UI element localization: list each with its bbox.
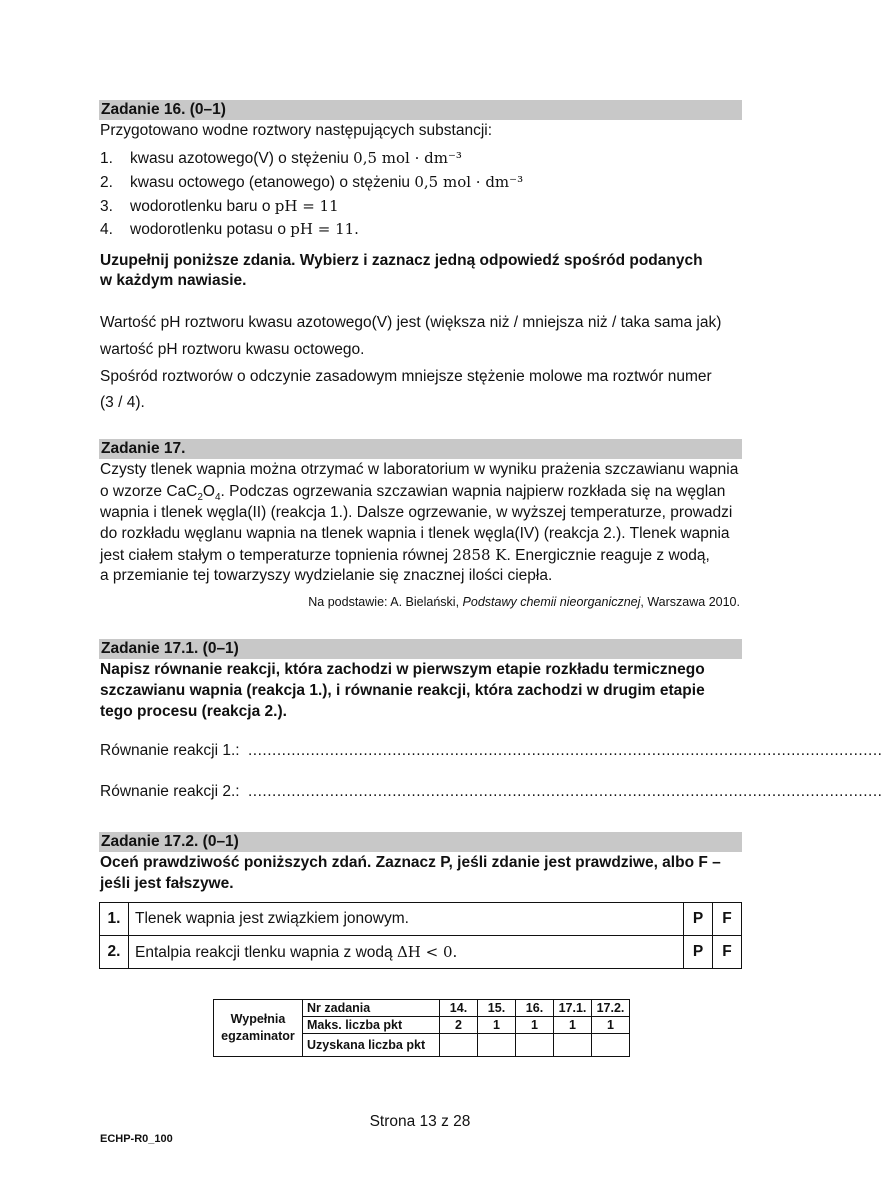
task-17-text: wapnia i tlenek węgla(II) (reakcja 1.). Dalsze ogrzewanie, w wyższej temperaturze, prowadzi bbox=[100, 504, 733, 521]
task-17-text: a przemianie tej towarzyszy wydzielanie się znacznej ilości ciepła. bbox=[100, 567, 553, 584]
list-math: 0,5 mol · dm⁻³ bbox=[414, 173, 524, 191]
task-17-header: Zadanie 17. bbox=[99, 439, 742, 459]
sentence-1-cont: wartość pH roztworu kwasu octowego. bbox=[100, 341, 365, 358]
examiner-cell bbox=[214, 1000, 303, 1057]
statement bbox=[129, 936, 684, 969]
list-text: kwasu octowego (etanowego) o stężeniu bbox=[130, 174, 415, 191]
sentence-2: Spośród roztworów o odczynie zasadowym mniejsze stężenie molowe ma roztwór numer bbox=[100, 368, 712, 385]
task-17-text bbox=[100, 545, 710, 566]
temperature-value: 2858 K bbox=[452, 546, 507, 564]
list-text: wodorotlenku baru o bbox=[130, 198, 275, 215]
list-item bbox=[100, 172, 523, 193]
obtained-points[interactable] bbox=[554, 1034, 592, 1057]
list-text: wodorotlenku potasu o bbox=[130, 221, 291, 238]
obtained-points[interactable] bbox=[592, 1034, 630, 1057]
task-17-2-header: Zadanie 17.2. (0–1) bbox=[99, 832, 742, 852]
examiner-label: Wypełnia bbox=[230, 1012, 286, 1026]
row-label: Maks. liczba pkt bbox=[303, 1017, 440, 1034]
task-17-text: Czysty tlenek wapnia można otrzymać w laboratorium w wyniku prażenia szczawianu wapnia bbox=[100, 461, 739, 478]
list-item bbox=[100, 219, 359, 240]
task-16-intro: Przygotowano wodne roztwory następujących substancji: bbox=[100, 122, 493, 139]
table-row bbox=[100, 936, 742, 969]
examiner-label: egzaminator bbox=[221, 1029, 295, 1043]
list-number: 3. bbox=[100, 198, 113, 215]
citation-title: Podstawy chemii nieorganicznej bbox=[462, 595, 641, 609]
list-item bbox=[100, 148, 462, 169]
task-17-2-instruction: jeśli jest fałszywe. bbox=[100, 875, 234, 892]
statement: Tlenek wapnia jest związkiem jonowym. bbox=[129, 903, 684, 936]
true-false-table bbox=[99, 902, 742, 969]
subscript: 4 bbox=[214, 492, 221, 504]
task-16-instruction-cont: w każdym nawiasie. bbox=[100, 272, 247, 289]
task-number: 14. bbox=[440, 1000, 478, 1017]
list-math: pH = 11. bbox=[290, 220, 359, 238]
task-number: 16. bbox=[516, 1000, 554, 1017]
equation-2-answer-line[interactable]: .................................................................................................................................... bbox=[248, 783, 882, 800]
task-number: 15. bbox=[478, 1000, 516, 1017]
max-points: 1 bbox=[516, 1017, 554, 1034]
row-number: 1. bbox=[100, 903, 129, 936]
max-points: 1 bbox=[592, 1017, 630, 1034]
list-number: 1. bbox=[100, 150, 113, 167]
obtained-points[interactable] bbox=[516, 1034, 554, 1057]
sentence-2-choice[interactable]: (3 / 4). bbox=[100, 394, 145, 411]
row-label: Uzyskana liczba pkt bbox=[303, 1034, 440, 1057]
max-points: 2 bbox=[440, 1017, 478, 1034]
source-citation bbox=[308, 595, 740, 609]
task-16-header: Zadanie 16. (0–1) bbox=[99, 100, 742, 120]
list-math: 0,5 mol · dm⁻³ bbox=[353, 149, 462, 167]
equation-1-label: Równanie reakcji 1.: bbox=[100, 742, 240, 759]
max-points: 1 bbox=[554, 1017, 592, 1034]
equation-1-answer-line[interactable]: .................................................................................................................................... bbox=[248, 742, 882, 759]
score-table bbox=[213, 999, 630, 1057]
table-row bbox=[214, 1000, 630, 1017]
table-row bbox=[100, 903, 742, 936]
task-17-1-instruction: tego procesu (reakcja 2.). bbox=[100, 703, 287, 720]
task-16-instruction: Uzupełnij poniższe zdania. Wybierz i zaznacz jedną odpowiedź spośród podanych bbox=[100, 252, 703, 269]
list-number: 2. bbox=[100, 174, 113, 191]
exam-code: ECHP-R0_100 bbox=[100, 1133, 173, 1145]
text-fragment: . Energicznie reaguje z wodą, bbox=[506, 547, 710, 564]
statement-math: ΔH < 0. bbox=[396, 942, 458, 961]
task-number: 17.2. bbox=[592, 1000, 630, 1017]
task-17-2-instruction: Oceń prawdziwość poniższych zdań. Zaznacz P, jeśli zdanie jest prawdziwe, albo F – bbox=[100, 854, 721, 871]
task-number: 17.1. bbox=[554, 1000, 592, 1017]
sentence-1-choice[interactable]: Wartość pH roztworu kwasu azotowego(V) jest (większa niż / mniejsza niż / taka sama jak) bbox=[100, 314, 722, 331]
page-number: Strona 13 z 28 bbox=[369, 1113, 471, 1130]
task-17-1-instruction: Napisz równanie reakcji, która zachodzi w pierwszym etapie rozkładu termicznego bbox=[100, 661, 705, 678]
true-option[interactable]: P bbox=[684, 936, 713, 969]
task-17-1-header: Zadanie 17.1. (0–1) bbox=[99, 639, 742, 659]
statement-text: Entalpia reakcji tlenku wapnia z wodą bbox=[135, 943, 397, 961]
text-fragment: o wzorze CaC bbox=[100, 483, 198, 500]
list-math: pH = 11 bbox=[274, 197, 339, 215]
list-text: kwasu azotowego(V) o stężeniu bbox=[130, 150, 354, 167]
subscript: 2 bbox=[197, 492, 203, 504]
row-number: 2. bbox=[100, 936, 129, 969]
task-17-1-instruction: szczawianu wapnia (reakcja 1.), i równanie reakcji, która zachodzi w drugim etapie bbox=[100, 682, 705, 699]
citation-text: , Warszawa 2010. bbox=[640, 595, 740, 609]
true-option[interactable]: P bbox=[684, 903, 713, 936]
text-fragment: O bbox=[202, 483, 215, 500]
obtained-points[interactable] bbox=[440, 1034, 478, 1057]
citation-text: Na podstawie: A. Bielański, bbox=[308, 595, 463, 609]
false-option[interactable]: F bbox=[713, 936, 742, 969]
list-item bbox=[100, 196, 339, 217]
equation-2-label: Równanie reakcji 2.: bbox=[100, 783, 240, 800]
row-label: Nr zadania bbox=[303, 1000, 440, 1017]
text-fragment: . Podczas ogrzewania szczawian wapnia najpierw rozkłada się na węglan bbox=[220, 483, 726, 500]
max-points: 1 bbox=[478, 1017, 516, 1034]
text-fragment: jest ciałem stałym o temperaturze topnienia równej bbox=[100, 547, 453, 564]
false-option[interactable]: F bbox=[713, 903, 742, 936]
list-number: 4. bbox=[100, 221, 113, 238]
task-17-text: do rozkładu węglanu wapnia na tlenek wapnia i tlenek węgla(IV) (reakcja 2.). Tlenek wapnia bbox=[100, 525, 730, 542]
obtained-points[interactable] bbox=[478, 1034, 516, 1057]
